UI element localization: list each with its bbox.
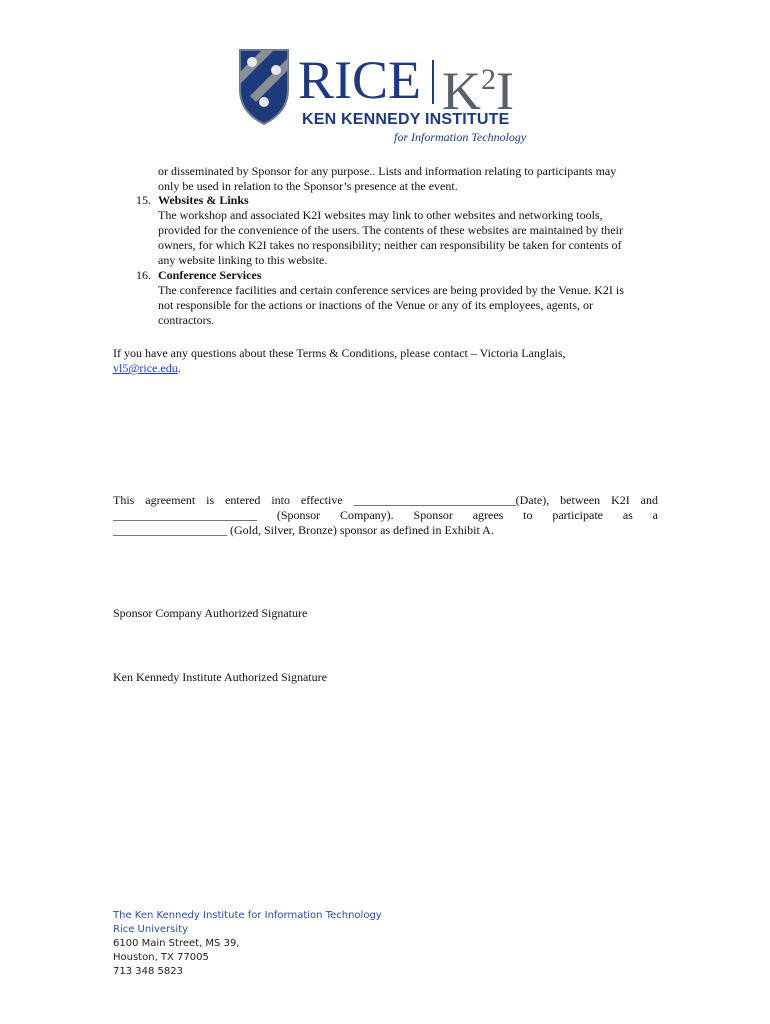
item-15-line: The workshop and associated K2I websites may link to other websites and networking tools, bbox=[158, 208, 603, 222]
item-15-title: Websites & Links bbox=[158, 193, 249, 207]
item-16-number: 16. bbox=[136, 268, 151, 282]
contact-email-link[interactable]: vl5@rice.edu bbox=[113, 361, 178, 375]
item-16-line: contractors. bbox=[158, 313, 215, 327]
footer-street: 6100 Main Street, MS 39, bbox=[113, 938, 240, 949]
contact-email-line: vl5@rice.edu. bbox=[113, 361, 181, 375]
logo-tagline: for Information Technology bbox=[394, 130, 527, 144]
footer-phone: 713 348 5823 bbox=[113, 966, 183, 977]
item-15-line: provided for the convenience of the users. The contents of these websites are maintained by their bbox=[158, 223, 623, 237]
item-15-line: any website linking to this website. bbox=[158, 253, 328, 267]
logo-k2i-word: $K^2I$ bbox=[442, 61, 514, 121]
item-15-line: owners, for which K2I takes no responsibility; neither can responsibility be taken for contents of bbox=[158, 238, 622, 252]
footer-address bbox=[113, 909, 382, 979]
footer-city: Houston, TX 77005 bbox=[113, 952, 209, 963]
agreement-line-3: ___________________ (Gold, Silver, Bronze) sponsor as defined in Exhibit A. bbox=[113, 523, 494, 537]
logo-rice-word: RICE bbox=[298, 50, 422, 110]
terms-continuation-line-2: only be used in relation to the Sponsor’s presence at the event. bbox=[158, 179, 458, 193]
logo-separator bbox=[432, 60, 434, 104]
agreement-line-2: ________________________ (Sponsor Company). Sponsor agrees to participate as a bbox=[113, 508, 658, 522]
rice-shield-icon bbox=[236, 46, 292, 126]
footer-org: The Ken Kennedy Institute for Information Technology bbox=[113, 910, 382, 921]
terms-continuation-line-1: or disseminated by Sponsor for any purpose.. Lists and information relating to participants may bbox=[158, 164, 617, 178]
agreement-line-1: This agreement is entered into effective ___________________________(Date), between K2I and bbox=[113, 493, 658, 507]
item-16-line: not responsible for the actions or inactions of the Venue or any of its employees, agents, or bbox=[158, 298, 594, 312]
item-16-title: Conference Services bbox=[158, 268, 262, 282]
item-15-number: 15. bbox=[136, 193, 151, 207]
item-16-line: The conference facilities and certain conference services are being provided by the Venue. K2I is bbox=[158, 283, 624, 297]
contact-text: If you have any questions about these Terms & Conditions, please contact – Victoria Langlais, bbox=[113, 346, 566, 360]
logo-institute-name: KEN KENNEDY INSTITUTE bbox=[302, 111, 510, 128]
sponsor-signature-label: Sponsor Company Authorized Signature bbox=[113, 606, 308, 620]
institute-signature-label: Ken Kennedy Institute Authorized Signature bbox=[113, 670, 327, 684]
k2i-logo bbox=[236, 46, 536, 150]
footer-university: Rice University bbox=[113, 924, 188, 935]
